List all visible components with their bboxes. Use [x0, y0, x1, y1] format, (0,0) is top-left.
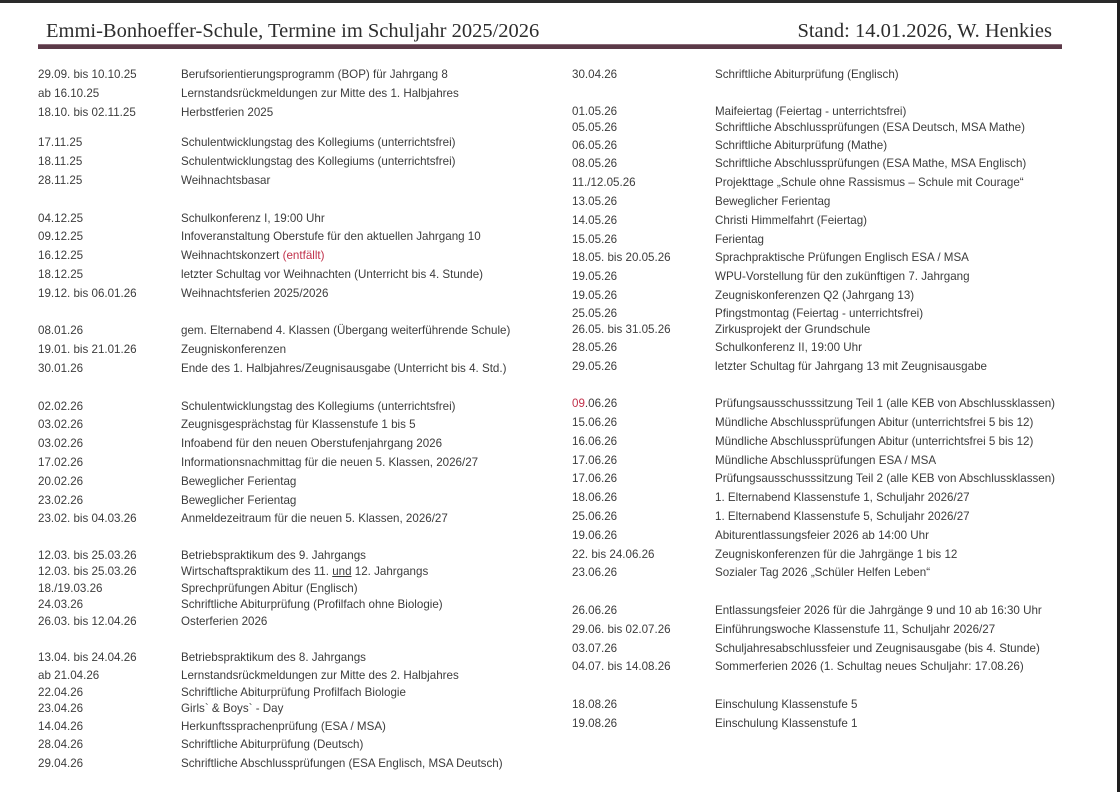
event-date: 18./19.03.26 — [38, 581, 103, 595]
list-item — [572, 104, 1092, 121]
event-description: Betriebspraktikum des 9. Jahrgangs — [181, 548, 366, 562]
spacer — [38, 191, 558, 210]
event-description: Lernstandsrückmeldungen zur Mitte des 2. Halbjahres — [181, 669, 459, 683]
event-date: 17.06.26 — [572, 472, 618, 486]
list-item — [38, 266, 558, 285]
event-date: 25.05.26 — [572, 306, 618, 320]
event-date: 22. bis 24.06.26 — [572, 547, 655, 561]
list-item — [38, 649, 558, 668]
event-description: Herbstferien 2025 — [181, 105, 274, 119]
event-description: Mündliche Abschlussprüfungen Abitur (unterrichtsfrei 5 bis 12) — [715, 415, 1034, 429]
event-date: 08.05.26 — [572, 157, 618, 171]
event-description: Christi Himmelfahrt (Feiertag) — [715, 213, 868, 227]
spacer — [38, 630, 558, 649]
list-item — [572, 268, 1092, 287]
event-description: Schriftliche Abschlussprüfungen (ESA Mathe, MSA Englisch) — [715, 157, 1027, 171]
event-date: ab 16.10.25 — [38, 86, 100, 100]
event-description: Informationsnachmittag für die neuen 5. Klassen, 2026/27 — [181, 455, 479, 469]
event-description: Schuljahresabschlussfeier und Zeugnisausgabe (bis 4. Stunde) — [715, 641, 1040, 655]
list-item — [572, 231, 1092, 250]
list-item — [572, 120, 1092, 137]
right-column — [572, 66, 1092, 734]
list-item — [572, 339, 1092, 358]
list-item — [572, 621, 1092, 640]
event-date: 05.05.26 — [572, 121, 618, 135]
list-item — [572, 174, 1092, 193]
event-description: Beweglicher Ferientag — [181, 474, 297, 488]
event-date — [572, 395, 617, 414]
list-item — [38, 736, 558, 755]
list-item — [38, 454, 558, 473]
spacer — [38, 304, 558, 323]
list-item — [572, 306, 1092, 323]
event-date: 18.12.25 — [38, 267, 84, 281]
list-item — [572, 602, 1092, 621]
event-date: 28.04.26 — [38, 738, 84, 752]
event-date: 15.06.26 — [572, 415, 618, 429]
list-item — [572, 287, 1092, 306]
event-description: Schriftliche Abiturprüfung Profilfach Biologie — [181, 685, 406, 699]
event-date: 19.01. bis 21.01.26 — [38, 343, 137, 357]
list-item — [572, 564, 1092, 583]
list-item — [572, 249, 1092, 268]
event-description: Einführungswoche Klassenstufe 11, Schuljahr 2026/27 — [715, 622, 996, 636]
group-oct-2025 — [38, 66, 558, 122]
event-description: Schriftliche Abschlussprüfungen (ESA Deutsch, MSA Mathe) — [715, 121, 1025, 135]
list-item — [38, 685, 558, 702]
list-item — [572, 470, 1092, 489]
event-date: 29.06. bis 02.07.26 — [572, 622, 671, 636]
event-date: 17.02.26 — [38, 455, 84, 469]
list-item — [38, 718, 558, 737]
document-stand: Stand: 14.01.2026, W. Henkies — [797, 20, 1052, 42]
event-description: Zeugniskonferenzen Q2 (Jahrgang 13) — [715, 288, 915, 302]
group-apr-2026 — [38, 649, 558, 774]
event-date: 17.06.26 — [572, 453, 618, 467]
event-description: Lernstandsrückmeldungen zur Mitte des 1. Halbjahres — [181, 86, 459, 100]
list-item — [572, 137, 1092, 156]
event-description: Beweglicher Ferientag — [181, 493, 297, 507]
list-item — [38, 492, 558, 511]
event-description: Schriftliche Abschlussprüfungen (ESA Englisch, MSA Deutsch) — [181, 757, 503, 771]
list-item — [572, 452, 1092, 471]
event-date: 06.05.26 — [572, 138, 618, 152]
event-date: 22.04.26 — [38, 685, 84, 699]
event-description — [181, 247, 325, 266]
event-description: Prüfungsausschusssitzung Teil 2 (alle KEB von Abschlussklassen) — [715, 472, 1056, 486]
event-date: 30.01.26 — [38, 361, 84, 375]
list-item — [572, 546, 1092, 565]
event-date: 18.10. bis 02.11.25 — [38, 105, 136, 119]
event-date: 26.03. bis 12.04.26 — [38, 614, 137, 628]
event-date: 12.03. bis 25.03.26 — [38, 565, 137, 579]
list-item — [38, 322, 558, 341]
event-title: Weihnachtskonzert — [181, 249, 280, 263]
event-description: Sozialer Tag 2026 „Schüler Helfen Leben“ — [715, 566, 931, 580]
list-item — [38, 510, 558, 529]
list-item — [38, 435, 558, 454]
event-description: Beweglicher Ferientag — [715, 194, 831, 208]
event-date: 18.06.26 — [572, 491, 618, 505]
group-jan-2026 — [38, 322, 558, 378]
event-description: letzter Schultag vor Weihnachten (Unterricht bis 4. Stunde) — [181, 267, 484, 281]
list-item — [38, 210, 558, 229]
list-item — [38, 66, 558, 85]
event-description: Betriebspraktikum des 8. Jahrgangs — [181, 651, 366, 665]
event-description: Mündliche Abschlussprüfungen ESA / MSA — [715, 453, 937, 467]
list-item — [38, 104, 558, 123]
event-description: Abiturentlassungsfeier 2026 ab 14:00 Uhr — [715, 528, 929, 542]
spacer — [38, 529, 558, 548]
event-description: Schulkonferenz II, 19:00 Uhr — [715, 340, 862, 354]
list-item — [572, 658, 1092, 677]
event-date: 25.06.26 — [572, 509, 618, 523]
event-description: Einschulung Klassenstufe 1 — [715, 716, 858, 730]
list-item — [572, 696, 1092, 715]
list-item — [572, 212, 1092, 231]
event-date: 18.08.26 — [572, 697, 618, 711]
list-item — [38, 398, 558, 417]
event-date: 04.07. bis 14.08.26 — [572, 660, 671, 674]
event-description: Berufsorientierungsprogramm (BOP) für Jahrgang 8 — [181, 68, 448, 81]
event-date: 29.05.26 — [572, 359, 618, 373]
spacer — [572, 583, 1092, 602]
group-may-2026 — [572, 104, 1092, 377]
group-dec-2025 — [38, 210, 558, 304]
event-description: Schriftliche Abiturprüfung (Englisch) — [715, 68, 899, 81]
document-header — [46, 18, 1060, 44]
event-date: 01.05.26 — [572, 104, 618, 118]
group-apr-end-2026 — [572, 66, 1092, 85]
event-description: Infoabend für den neuen Oberstufenjahrgang 2026 — [181, 437, 443, 451]
event-description: Herkunftssprachenprüfung (ESA / MSA) — [181, 719, 386, 733]
event-date: 19.06.26 — [572, 528, 618, 542]
list-item — [572, 640, 1092, 659]
list-item — [38, 597, 558, 614]
underlined-word: und — [332, 565, 352, 579]
group-nov-2025 — [38, 134, 558, 190]
header-rule — [38, 44, 1062, 49]
event-date: 28.05.26 — [572, 340, 618, 354]
event-description: Mündliche Abschlussprüfungen Abitur (unterrichtsfrei 5 bis 12) — [715, 434, 1034, 448]
event-description: 1. Elternabend Klassenstufe 5, Schuljahr 2026/27 — [715, 509, 970, 523]
list-item — [38, 416, 558, 435]
event-description: Osterferien 2026 — [181, 614, 268, 628]
event-date: 26.06.26 — [572, 603, 618, 617]
event-description: Ende des 1. Halbjahres/Zeugnisausgabe (Unterricht bis 4. Std.) — [181, 361, 507, 375]
event-date: 03.02.26 — [38, 437, 84, 451]
event-date: 29.09. bis 10.10.25 — [38, 68, 137, 81]
event-date: 15.05.26 — [572, 232, 618, 246]
date-rest: .06.26 — [584, 397, 618, 411]
event-date: 19.05.26 — [572, 270, 618, 284]
event-date: 19.05.26 — [572, 288, 618, 302]
event-description: Weihnachtsferien 2025/2026 — [181, 286, 329, 300]
event-date: 29.04.26 — [38, 757, 84, 771]
group-jul-2026 — [572, 602, 1092, 677]
event-date: 17.11.25 — [38, 136, 83, 150]
event-description: letzter Schultag für Jahrgang 13 mit Zeugnisausgabe — [715, 359, 987, 373]
event-date: 14.05.26 — [572, 213, 618, 227]
event-description: Prüfungsausschusssitzung Teil 1 (alle KEB von Abschlussklassen) — [715, 397, 1056, 411]
event-date: 16.06.26 — [572, 434, 618, 448]
event-description: Zeugniskonferenzen — [181, 343, 287, 357]
event-description: Schulentwicklungstag des Kollegiums (unterrichtsfrei) — [181, 155, 456, 169]
event-description: Zeugnisgesprächstag für Klassenstufe 1 bis 5 — [181, 418, 416, 432]
event-description: Schulkonferenz I, 19:00 Uhr — [181, 211, 325, 225]
list-item — [572, 322, 1092, 339]
list-item — [38, 134, 558, 153]
event-date: 23.02.26 — [38, 493, 84, 507]
event-description: gem. Elternabend 4. Klassen (Übergang weiterführende Schule) — [181, 324, 511, 338]
list-item — [572, 433, 1092, 452]
list-item — [38, 153, 558, 172]
highlighted-day: 09 — [572, 397, 585, 411]
event-description: Pfingstmontag (Feiertag - unterrichtsfrei) — [715, 306, 924, 320]
spacer — [572, 677, 1092, 696]
event-date: 23.02. bis 04.03.26 — [38, 512, 137, 526]
list-item — [38, 701, 558, 718]
list-item — [572, 358, 1092, 377]
event-description: Maifeiertag (Feiertag - unterrichtsfrei) — [715, 104, 907, 118]
group-feb-2026 — [38, 398, 558, 530]
scan-top-edge — [0, 0, 1120, 3]
event-date: 13.05.26 — [572, 194, 618, 208]
event-date: 23.06.26 — [572, 566, 618, 580]
event-description: Einschulung Klassenstufe 5 — [715, 697, 858, 711]
list-item — [38, 341, 558, 360]
event-date: 08.01.26 — [38, 324, 84, 338]
group-mar-2026 — [38, 548, 558, 631]
event-date: 04.12.25 — [38, 211, 84, 225]
list-item — [38, 85, 558, 104]
group-jun-2026 — [572, 395, 1092, 583]
event-date: 16.12.25 — [38, 249, 84, 263]
event-date: 02.02.26 — [38, 399, 84, 413]
list-item — [38, 473, 558, 492]
event-date: 09.12.25 — [38, 230, 84, 244]
event-description: Sommerferien 2026 (1. Schultag neues Schuljahr: 17.08.26) — [715, 660, 1024, 674]
spacer — [38, 379, 558, 398]
list-item — [572, 715, 1092, 734]
cancelled-note: (entfällt) — [282, 249, 325, 263]
list-item — [572, 489, 1092, 508]
event-text: Wirtschaftspraktikum des 11. — [181, 565, 333, 579]
event-date: 24.03.26 — [38, 598, 84, 612]
event-date: 19.12. bis 06.01.26 — [38, 286, 137, 300]
spacer — [572, 85, 1092, 104]
event-description: Schriftliche Abiturprüfung (Deutsch) — [181, 738, 364, 752]
list-item — [38, 755, 558, 774]
event-description — [181, 564, 428, 581]
event-date: 23.04.26 — [38, 702, 84, 716]
list-item — [572, 155, 1092, 174]
event-text: 12. Jahrgangs — [351, 565, 429, 579]
event-description: Zirkusprojekt der Grundschule — [715, 323, 871, 337]
event-description: Weihnachtsbasar — [181, 173, 271, 187]
list-item — [572, 414, 1092, 433]
event-date: 19.08.26 — [572, 716, 618, 730]
event-description: Zeugniskonferenzen für die Jahrgänge 1 bis 12 — [715, 547, 958, 561]
list-item — [38, 247, 558, 266]
list-item — [572, 66, 1092, 85]
list-item — [38, 548, 558, 565]
event-date: 20.02.26 — [38, 474, 84, 488]
list-item — [572, 395, 1092, 414]
event-date: 03.02.26 — [38, 418, 84, 432]
event-description: Girls` & Boys` - Day — [181, 702, 284, 716]
list-item — [38, 564, 558, 581]
left-column — [38, 66, 558, 774]
event-date: 28.11.25 — [38, 173, 83, 187]
event-description: 1. Elternabend Klassenstufe 1, Schuljahr 2026/27 — [715, 491, 970, 505]
list-item — [38, 360, 558, 379]
event-date: 13.04. bis 24.04.26 — [38, 651, 137, 665]
event-description: Anmeldezeitraum für die neuen 5. Klassen, 2026/27 — [181, 512, 448, 526]
event-description: Ferientag — [715, 232, 764, 246]
group-aug-2026 — [572, 696, 1092, 734]
event-description: Infoveranstaltung Oberstufe für den aktuellen Jahrgang 10 — [181, 230, 481, 244]
event-date: 14.04.26 — [38, 719, 84, 733]
list-item — [572, 508, 1092, 527]
event-description: Entlassungsfeier 2026 für die Jahrgänge 9 und 10 ab 16:30 Uhr — [715, 603, 1042, 617]
list-item — [38, 228, 558, 247]
event-description: Sprachpraktische Prüfungen Englisch ESA / MSA — [715, 251, 969, 265]
event-date: 11./12.05.26 — [572, 176, 636, 190]
list-item — [38, 285, 558, 304]
event-date: 12.03. bis 25.03.26 — [38, 548, 137, 562]
list-item — [38, 581, 558, 598]
event-date: 18.05. bis 20.05.26 — [572, 251, 671, 265]
event-description: Schulentwicklungstag des Kollegiums (unterrichtsfrei) — [181, 136, 456, 150]
event-date: 30.04.26 — [572, 68, 618, 81]
spacer — [572, 376, 1092, 395]
list-item — [38, 172, 558, 191]
document-title: Emmi-Bonhoeffer-Schule, Termine im Schuljahr 2025/2026 — [46, 20, 540, 42]
event-date: 03.07.26 — [572, 641, 618, 655]
event-date: 26.05. bis 31.05.26 — [572, 323, 671, 337]
event-description: Projekttage „Schule ohne Rassismus – Schule mit Courage“ — [715, 176, 1024, 190]
event-description: Schulentwicklungstag des Kollegiums (unterrichtsfrei) — [181, 399, 456, 413]
event-date: ab 21.04.26 — [38, 669, 100, 683]
list-item — [572, 527, 1092, 546]
list-item — [38, 614, 558, 631]
event-description: WPU-Vorstellung für den zukünftigen 7. Jahrgang — [715, 270, 970, 284]
event-description: Sprechprüfungen Abitur (Englisch) — [181, 581, 358, 595]
spacer — [38, 122, 558, 134]
list-item — [38, 668, 558, 685]
list-item — [572, 193, 1092, 212]
event-description: Schriftliche Abiturprüfung (Mathe) — [715, 138, 888, 152]
event-description: Schriftliche Abiturprüfung (Profilfach ohne Biologie) — [181, 598, 443, 612]
event-date: 18.11.25 — [38, 155, 83, 169]
